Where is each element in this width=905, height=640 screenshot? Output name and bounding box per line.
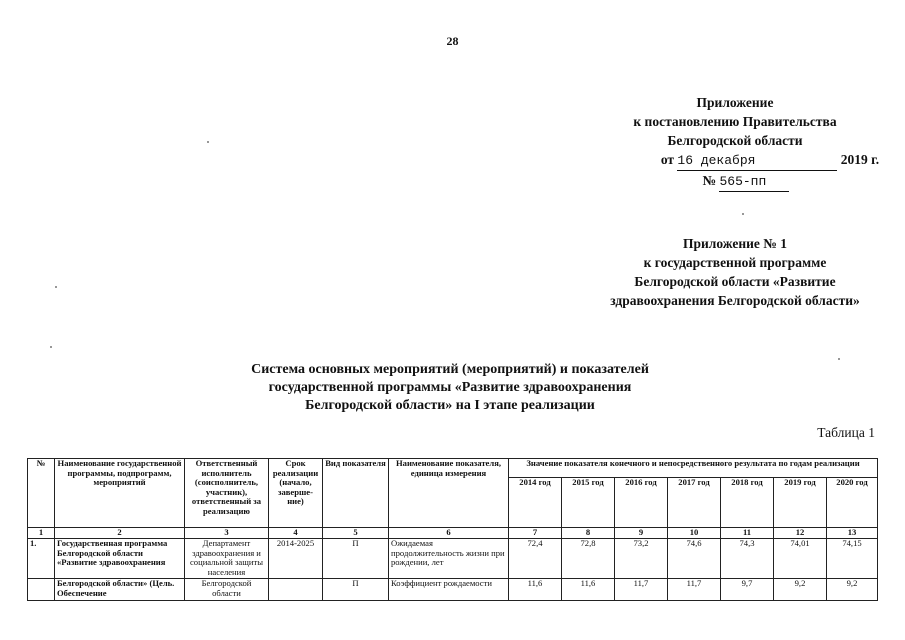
row-value: 72,4 <box>509 539 562 579</box>
column-number: 6 <box>389 528 509 539</box>
column-number: 12 <box>774 528 827 539</box>
table-row <box>28 579 878 601</box>
column-number-row <box>28 528 878 539</box>
row-number: 1. <box>28 539 55 579</box>
program-appendix-line3: Белгородской области «Развитие <box>634 274 836 289</box>
header-year: 2014 год <box>509 478 562 528</box>
scan-speck <box>55 286 57 288</box>
appendix-region-line: Белгородской области <box>667 133 803 148</box>
header-executor: Ответственный исполнитель (соисполнитель, участник), ответственный за реализацию <box>185 459 269 528</box>
title-line3: Белгородской области» на I этапе реализации <box>305 398 595 413</box>
column-number: 1 <box>28 528 55 539</box>
header-year: 2018 год <box>721 478 774 528</box>
date-suffix: 2019 г. <box>840 152 880 167</box>
scan-speck <box>207 141 209 143</box>
header-type: Вид показателя <box>323 459 389 528</box>
column-number: 11 <box>721 528 774 539</box>
row-indicator-type: П <box>323 579 389 601</box>
header-term: Срок реализации (начало, заверше-ние) <box>269 459 323 528</box>
number-value: 565-пп <box>719 172 789 192</box>
program-appendix <box>560 234 905 310</box>
row-term: 2014-2025 <box>269 539 323 579</box>
header-year: 2015 год <box>562 478 615 528</box>
column-number: 2 <box>55 528 185 539</box>
indicators-table <box>27 458 878 601</box>
row-value: 74,15 <box>827 539 878 579</box>
column-number: 9 <box>615 528 668 539</box>
row-executor: Белгородской области <box>185 579 269 601</box>
column-number: 7 <box>509 528 562 539</box>
header-year: 2020 год <box>827 478 878 528</box>
column-number: 13 <box>827 528 878 539</box>
row-program-name: Белгородской области» (Цель. Обеспечение <box>55 579 185 601</box>
appendix-number-line <box>560 171 905 192</box>
row-value: 73,2 <box>615 539 668 579</box>
title-line2: государственной программы «Развитие здравоохранения <box>268 380 632 395</box>
title-line1: Система основных мероприятий (мероприятий) и показателей <box>251 362 649 377</box>
column-number: 8 <box>562 528 615 539</box>
row-value: 11,7 <box>615 579 668 601</box>
row-executor: Департамент здравоохранения и социальной защиты населения <box>185 539 269 579</box>
row-number <box>28 579 55 601</box>
row-indicator-name: Коэффициент рождаемости <box>389 579 509 601</box>
row-value: 11,7 <box>668 579 721 601</box>
date-value: 16 декабря <box>677 151 837 171</box>
header-name: Наименование государственной программы, подпрограмм, мероприятий <box>55 459 185 528</box>
column-number: 5 <box>323 528 389 539</box>
scan-speck <box>742 213 744 215</box>
row-indicator-type: П <box>323 539 389 579</box>
table-label: Таблица 1 <box>817 425 875 440</box>
program-appendix-line2: к государственной программе <box>643 255 827 270</box>
document-title <box>150 361 750 415</box>
header-year: 2016 год <box>615 478 668 528</box>
appendix-decree-line: к постановлению Правительства <box>633 114 837 129</box>
header-year: 2019 год <box>774 478 827 528</box>
government-decree-appendix <box>560 93 905 192</box>
date-prefix: от <box>660 152 675 167</box>
row-indicator-name: Ожидаемая продолжительность жизни при рождении, лет <box>389 539 509 579</box>
header-values-group: Значение показателя конечного и непосредственного результата по годам реализации <box>509 459 878 478</box>
column-number: 3 <box>185 528 269 539</box>
row-value: 11,6 <box>509 579 562 601</box>
scan-speck <box>50 346 52 348</box>
row-value: 74,01 <box>774 539 827 579</box>
scan-speck <box>838 358 840 360</box>
column-number: 10 <box>668 528 721 539</box>
program-appendix-line4: здравоохранения Белгородской области» <box>610 293 860 308</box>
row-value: 9,2 <box>827 579 878 601</box>
header-indicator: Наименование показателя, единица измерения <box>389 459 509 528</box>
table-row <box>28 539 878 579</box>
row-value: 9,2 <box>774 579 827 601</box>
header-no: № <box>28 459 55 528</box>
header-year: 2017 год <box>668 478 721 528</box>
page-number: 28 <box>446 34 459 48</box>
row-value: 9,7 <box>721 579 774 601</box>
row-program-name: Государственная программа Белгородской области «Развитие здравоохранения <box>55 539 185 579</box>
row-value: 11,6 <box>562 579 615 601</box>
appendix-heading: Приложение <box>696 95 774 110</box>
row-value: 72,8 <box>562 539 615 579</box>
table-header-row <box>28 459 878 478</box>
program-appendix-heading: Приложение № 1 <box>683 236 787 251</box>
row-term <box>269 579 323 601</box>
column-number: 4 <box>269 528 323 539</box>
row-value: 74,6 <box>668 539 721 579</box>
row-value: 74,3 <box>721 539 774 579</box>
appendix-date-line <box>560 150 905 171</box>
number-prefix: № <box>702 173 717 188</box>
